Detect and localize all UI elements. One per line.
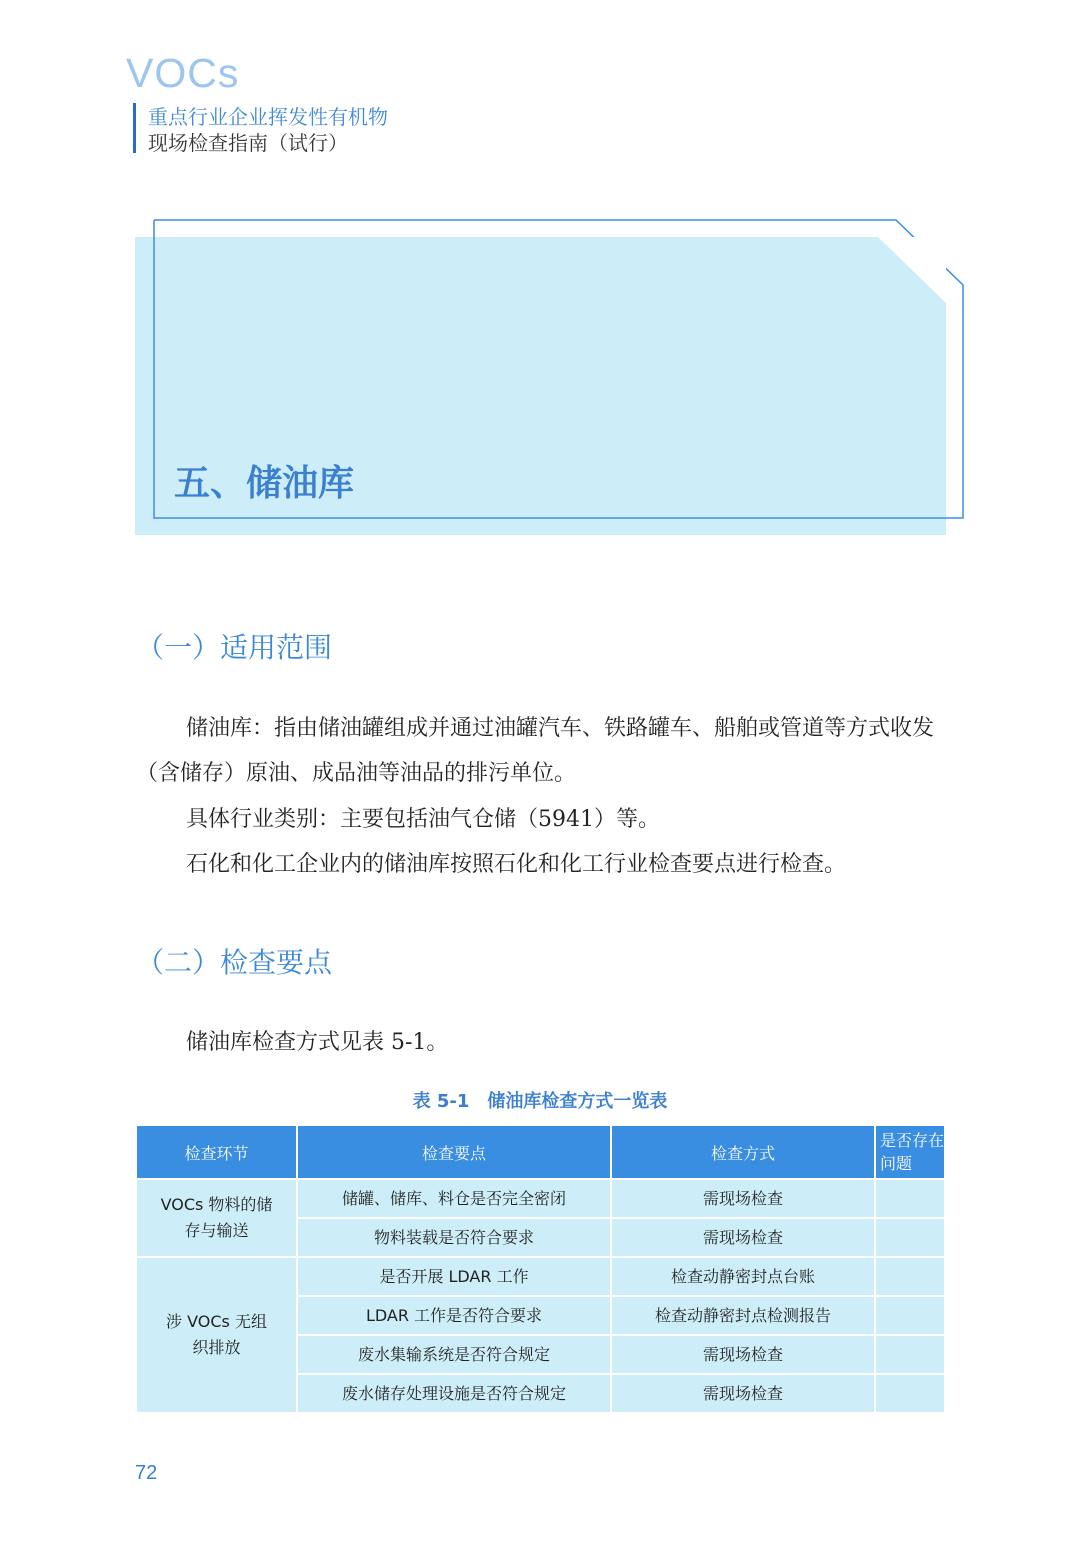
table-header-cell: 检查方式 — [611, 1125, 875, 1179]
stage-cell: VOCs 物料的储存与输送 — [136, 1179, 297, 1257]
point-cell: LDAR 工作是否符合要求 — [297, 1296, 611, 1335]
issue-cell[interactable] — [875, 1296, 945, 1335]
table-row — [136, 1257, 945, 1296]
issue-cell[interactable] — [875, 1257, 945, 1296]
method-cell: 需现场检查 — [611, 1179, 875, 1218]
table-row — [136, 1179, 945, 1218]
chapter-title: 五、储油库 — [174, 462, 355, 504]
point-cell: 废水集输系统是否符合规定 — [297, 1335, 611, 1374]
method-cell: 检查动静密封点检测报告 — [611, 1296, 875, 1335]
header-subtitle-line2: 现场检查指南（试行） — [148, 131, 348, 155]
method-cell: 需现场检查 — [611, 1374, 875, 1413]
point-cell: 是否开展 LDAR 工作 — [297, 1257, 611, 1296]
point-cell: 物料装载是否符合要求 — [297, 1218, 611, 1257]
table-header-cell: 检查环节 — [136, 1125, 297, 1179]
section-title-scope: （一）适用范围 — [136, 631, 333, 664]
issue-cell[interactable] — [875, 1218, 945, 1257]
issue-cell[interactable] — [875, 1374, 945, 1413]
header-logo: VOCs — [126, 50, 240, 96]
table-header-cell: 是否存在问题 — [875, 1125, 945, 1179]
table-caption: 表 5-1 储油库检查方式一览表 — [412, 1091, 668, 1112]
paragraph: 储油库：指由储油罐组成并通过油罐汽车、铁路罐车、船舶或管道等方式收发（含储存）原油、成品油等油品的排污单位。 — [136, 716, 935, 786]
section-title-inspection-points: （二）检查要点 — [136, 946, 333, 979]
point-cell: 废水储存处理设施是否符合规定 — [297, 1374, 611, 1413]
method-cell: 需现场检查 — [611, 1335, 875, 1374]
method-cell: 需现场检查 — [611, 1218, 875, 1257]
stage-cell: 涉 VOCs 无组织排放 — [136, 1257, 297, 1413]
table-header-cell: 检查要点 — [297, 1125, 611, 1179]
page-number: 72 — [135, 1462, 158, 1484]
header-subtitle-line1: 重点行业企业挥发性有机物 — [148, 105, 388, 129]
paragraph: 石化和化工企业内的储油库按照石化和化工行业检查要点进行检查。 — [186, 852, 847, 877]
table-header-row — [136, 1125, 945, 1179]
chapter-banner-outline — [0, 0, 1080, 560]
issue-cell[interactable] — [875, 1179, 945, 1218]
method-cell: 检查动静密封点台账 — [611, 1257, 875, 1296]
paragraph: 储油库检查方式见表 5-1。 — [186, 1030, 449, 1055]
paragraph: 具体行业类别：主要包括油气仓储（5941）等。 — [186, 807, 660, 832]
inspection-table — [135, 1124, 946, 1414]
issue-cell[interactable] — [875, 1335, 945, 1374]
point-cell: 储罐、储库、料仓是否完全密闭 — [297, 1179, 611, 1218]
